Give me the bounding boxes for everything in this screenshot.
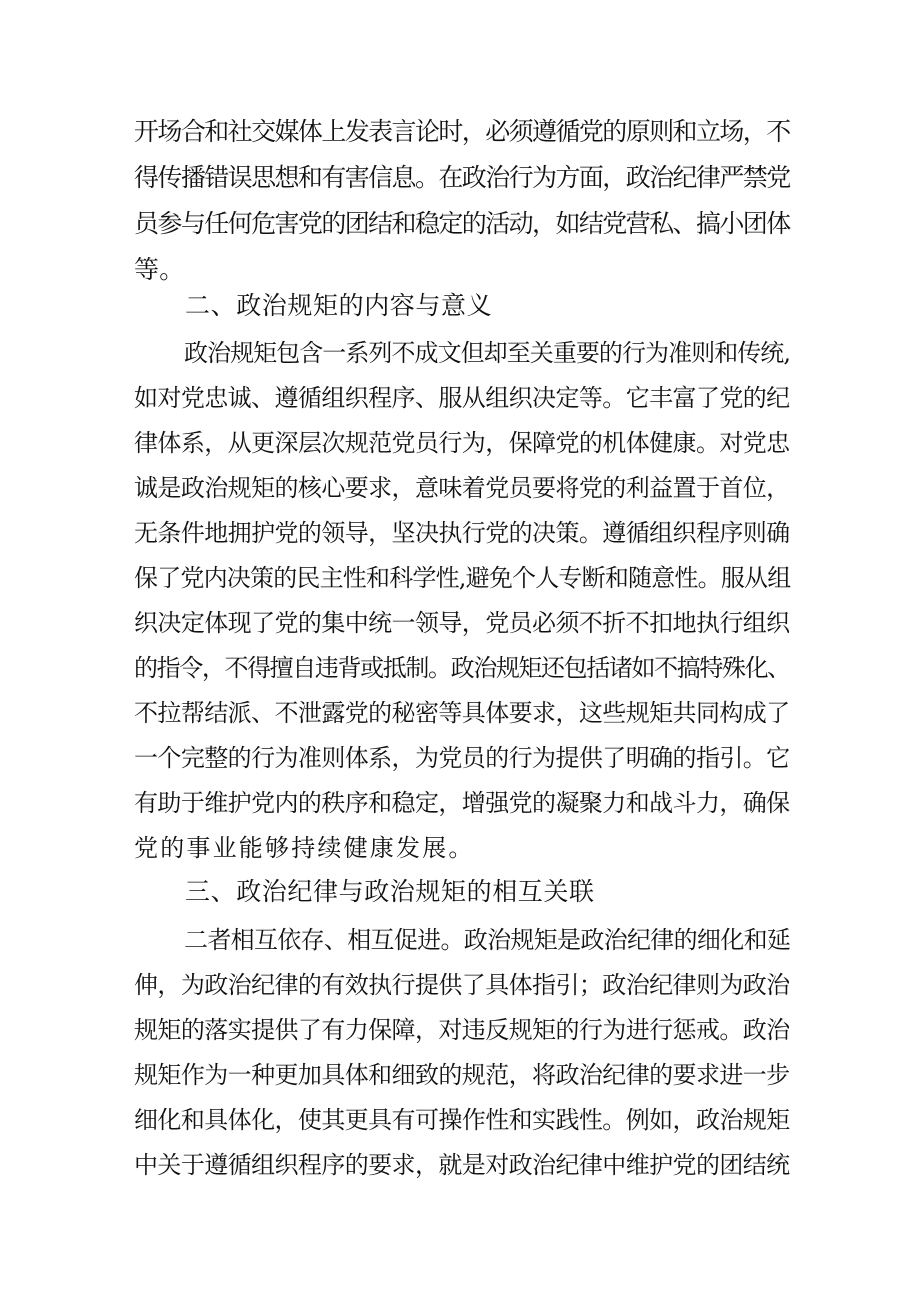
paragraph-line: 无条件地拥护党的领导，坚决执行党的决策。遵循组织程序则确: [134, 519, 790, 547]
intro-line: 得传播错误思想和有害信息。在政治行为方面，政治纪律严禁党: [134, 163, 790, 192]
paragraph-line: 诚是政治规矩的核心要求，意味着党员要将党的利益置于首位，: [134, 474, 790, 502]
paragraph-line: 党的事业能够持续健康发展。: [134, 834, 475, 862]
paragraph-line: 中关于遵循组织程序的要求，就是对政治纪律中维护党的团结统: [134, 1151, 790, 1179]
paragraph-line: 细化和具体化，使其更具有可操作性和实践性。例如，政治规矩: [134, 1106, 790, 1134]
paragraph-line: 的指令，不得擅自违背或抵制。政治规矩还包括诸如不搞特殊化、: [134, 654, 790, 682]
paragraph-line: 规矩作为一种更加具体和细致的规范，将政治纪律的要求进一步: [134, 1061, 790, 1089]
intro-line: 开场合和社交媒体上发表言论时，必须遵循党的原则和立场，不: [134, 117, 790, 146]
intro-line: 员参与任何危害党的团结和稳定的活动，如结党营私、搞小团体: [134, 209, 790, 238]
section-heading-3: 三、政治纪律与政治规矩的相互关联: [185, 877, 595, 906]
paragraph-line: 织决定体现了党的集中统一领导，党员必须不折不扣地执行组织: [134, 609, 790, 637]
paragraph-line: 不拉帮结派、不泄露党的秘密等具体要求，这些规矩共同构成了: [134, 699, 790, 727]
paragraph-line: 律体系，从更深层次规范党员行为，保障党的机体健康。对党忠: [134, 429, 790, 457]
paragraph-line: 一个完整的行为准则体系，为党员的行为提供了明确的指引。它: [134, 744, 790, 772]
paragraph-line: 规矩的落实提供了有力保障，对违反规矩的行为进行惩戒。政治: [134, 1016, 790, 1044]
paragraph-line: 政治规矩包含一系列不成文但却至关重要的行为准则和传统,: [184, 339, 791, 367]
intro-line: 等。: [134, 255, 185, 284]
paragraph-line: 有助于维护党内的秩序和稳定，增强党的凝聚力和战斗力，确保: [134, 789, 790, 817]
section-heading-2: 二、政治规矩的内容与意义: [185, 291, 493, 320]
paragraph-line: 二者相互依存、相互促进。政治规矩是政治纪律的细化和延: [184, 926, 791, 954]
paragraph-line: 保了党内决策的民主性和科学性,避免个人专断和随意性。服从组: [134, 564, 791, 592]
paragraph-line: 伸，为政治纪律的有效执行提供了具体指引；政治纪律则为政治: [134, 971, 790, 999]
paragraph-line: 如对党忠诚、遵循组织程序、服从组织决定等。它丰富了党的纪: [134, 384, 790, 412]
